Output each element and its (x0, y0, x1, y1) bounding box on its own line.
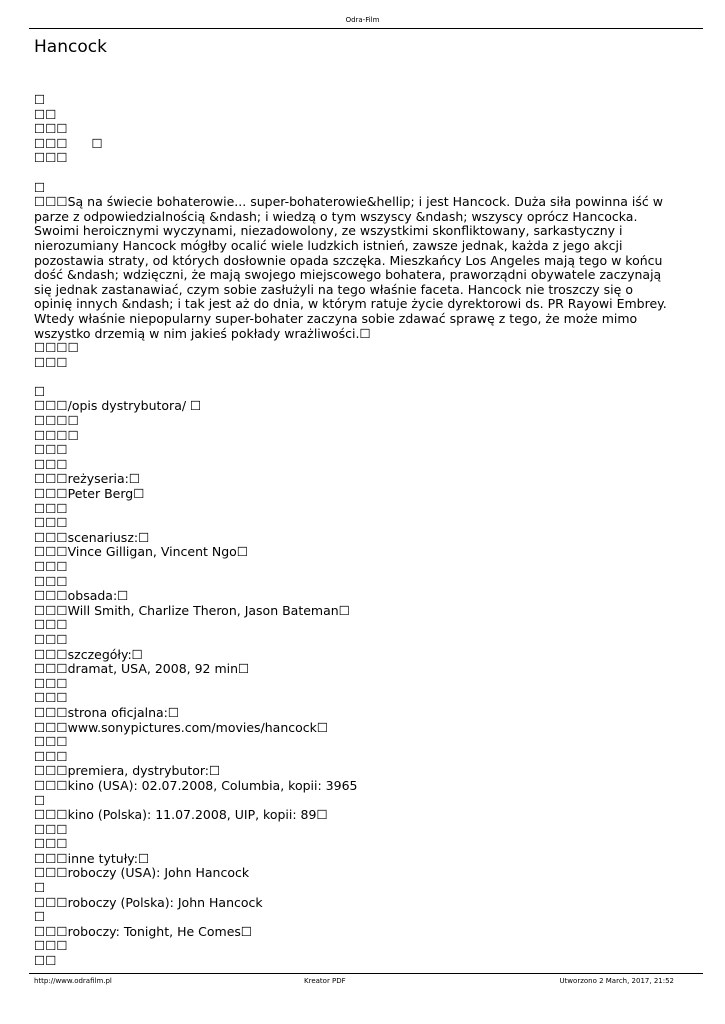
detail-line: ☐☐ (34, 953, 57, 969)
glyph-line: ☐☐☐ (34, 354, 68, 370)
glyph-block-top (34, 93, 674, 166)
detail-line: ☐☐☐Will Smith, Charlize Theron, Jason Bateman☐ (34, 602, 350, 618)
glyph-line: ☐☐☐☐ (34, 340, 79, 356)
detail-line: ☐☐☐ (34, 559, 68, 574)
detail-line: ☐☐☐ (34, 442, 68, 458)
detail-line: ☐☐☐premiera, dystrybutor:☐ (34, 763, 221, 779)
glyph-line: ☐☐☐ ☐ (34, 135, 103, 151)
detail-line: ☐☐☐ (34, 573, 68, 589)
detail-line: ☐☐☐inne tytuły:☐ (34, 850, 150, 866)
detail-line: ☐☐☐ (34, 675, 68, 691)
header-rule (29, 28, 703, 29)
detail-line: ☐☐☐ (34, 734, 68, 750)
detail-line: ☐☐☐roboczy (Polska): John Hancock (34, 894, 263, 910)
synopsis-marker: ☐ (34, 179, 46, 195)
footer-generator: Kreator PDF (304, 977, 346, 985)
detail-line: ☐☐☐ (34, 938, 68, 954)
detail-line: ☐☐☐☐ (34, 427, 79, 443)
detail-line: ☐☐☐obsada:☐ (34, 588, 129, 604)
detail-line: ☐☐☐/opis dystrybutora/ ☐ (34, 398, 202, 414)
detail-line: ☐☐☐ (34, 748, 68, 764)
footer-rule (29, 973, 703, 974)
detail-line: ☐☐☐ (34, 836, 68, 852)
detail-line: ☐☐☐strona oficjalna:☐ (34, 704, 180, 720)
detail-line: ☐☐☐www.sonypictures.com/movies/hancock☐ (34, 719, 329, 735)
details-list (34, 385, 674, 969)
detail-line: ☐☐☐kino (USA): 02.07.2008, Columbia, kopii: 3965 (34, 777, 358, 793)
document-body (34, 93, 674, 969)
page-title: Hancock (34, 37, 107, 57)
detail-line: ☐ (34, 792, 46, 808)
detail-line: ☐☐☐szczegóły:☐ (34, 646, 143, 662)
footer-created: Utworzono 2 March, 2017, 21:52 (559, 977, 674, 985)
header-site-name: Odra-Film (345, 16, 380, 24)
detail-line: ☐☐☐ (34, 515, 68, 531)
glyph-line: ☐☐ (34, 106, 57, 122)
detail-line: ☐☐☐kino (Polska): 11.07.2008, UIP, kopii: 89☐ (34, 807, 328, 823)
detail-line: ☐☐☐Peter Berg☐ (34, 486, 145, 502)
detail-line: ☐☐☐☐ (34, 413, 79, 429)
detail-line: ☐☐☐ (34, 821, 68, 837)
detail-line: ☐☐☐dramat, USA, 2008, 92 min☐ (34, 661, 250, 677)
glyph-line: ☐☐☐ (34, 121, 68, 137)
synopsis-text: ☐☐☐Są na świecie bohaterowie... super-bohaterowie&hellip; i jest Hancock. Duża siła powinna iść w parze z odpowiedzialnością &ndash; i wiedzą o tym wszyscy &ndash; wszyscy oprócz Hancocka. Swoimi heroicznymi wyczynami, niezadowolony, ze wszystkimi skonfliktowany, sarkastyczny i nierozumiany Hancock mógłby ocalić wiele ludzkich istnień, zawsze jednak, każda z jego akcji pozostawia straty, od których dosłownie opada szczęka. Mieszkańcy Los Angeles mają tego w końcu dość &ndash; wdzięczni, że mają swojego miejscowego bohatera, praworządni obywatele zaczynają się jednak zastanawiać, czym sobie zasłużyli na tego właśnie faceta. Hancock nie troszczy się o opinię innych &ndash; i tak jest aż do dnia, w którym ratuje życie dyrektorowi ds. PR Rayowi Embrey. Wtedy właśnie niepopularny super-bohater zaczyna sobie zdawać sprawę z tego, że może mimo wszystko drzemią w nim jakieś pokłady wrażliwości.☐ (34, 194, 667, 341)
detail-line: ☐ (34, 909, 46, 925)
detail-line: ☐☐☐roboczy: Tonight, He Comes☐ (34, 923, 253, 939)
footer-url[interactable]: http://www.odrafilm.pl (34, 977, 112, 985)
detail-line: ☐☐☐Vince Gilligan, Vincent Ngo☐ (34, 544, 249, 560)
detail-line: ☐ (34, 880, 46, 896)
detail-line: ☐☐☐roboczy (USA): John Hancock (34, 865, 250, 881)
spacer (34, 370, 674, 385)
detail-line: ☐☐☐reżyseria:☐ (34, 471, 141, 487)
detail-line: ☐☐☐ (34, 617, 68, 633)
detail-line: ☐☐☐ (34, 456, 68, 472)
detail-line: ☐☐☐ (34, 500, 68, 516)
detail-line: ☐ (34, 383, 46, 399)
detail-line: ☐☐☐ (34, 690, 68, 706)
glyph-line: ☐ (34, 92, 46, 107)
detail-line: ☐☐☐ (34, 631, 68, 647)
glyph-line: ☐☐☐ (34, 150, 68, 166)
spacer (34, 166, 674, 181)
detail-line: ☐☐☐scenariusz:☐ (34, 529, 150, 545)
